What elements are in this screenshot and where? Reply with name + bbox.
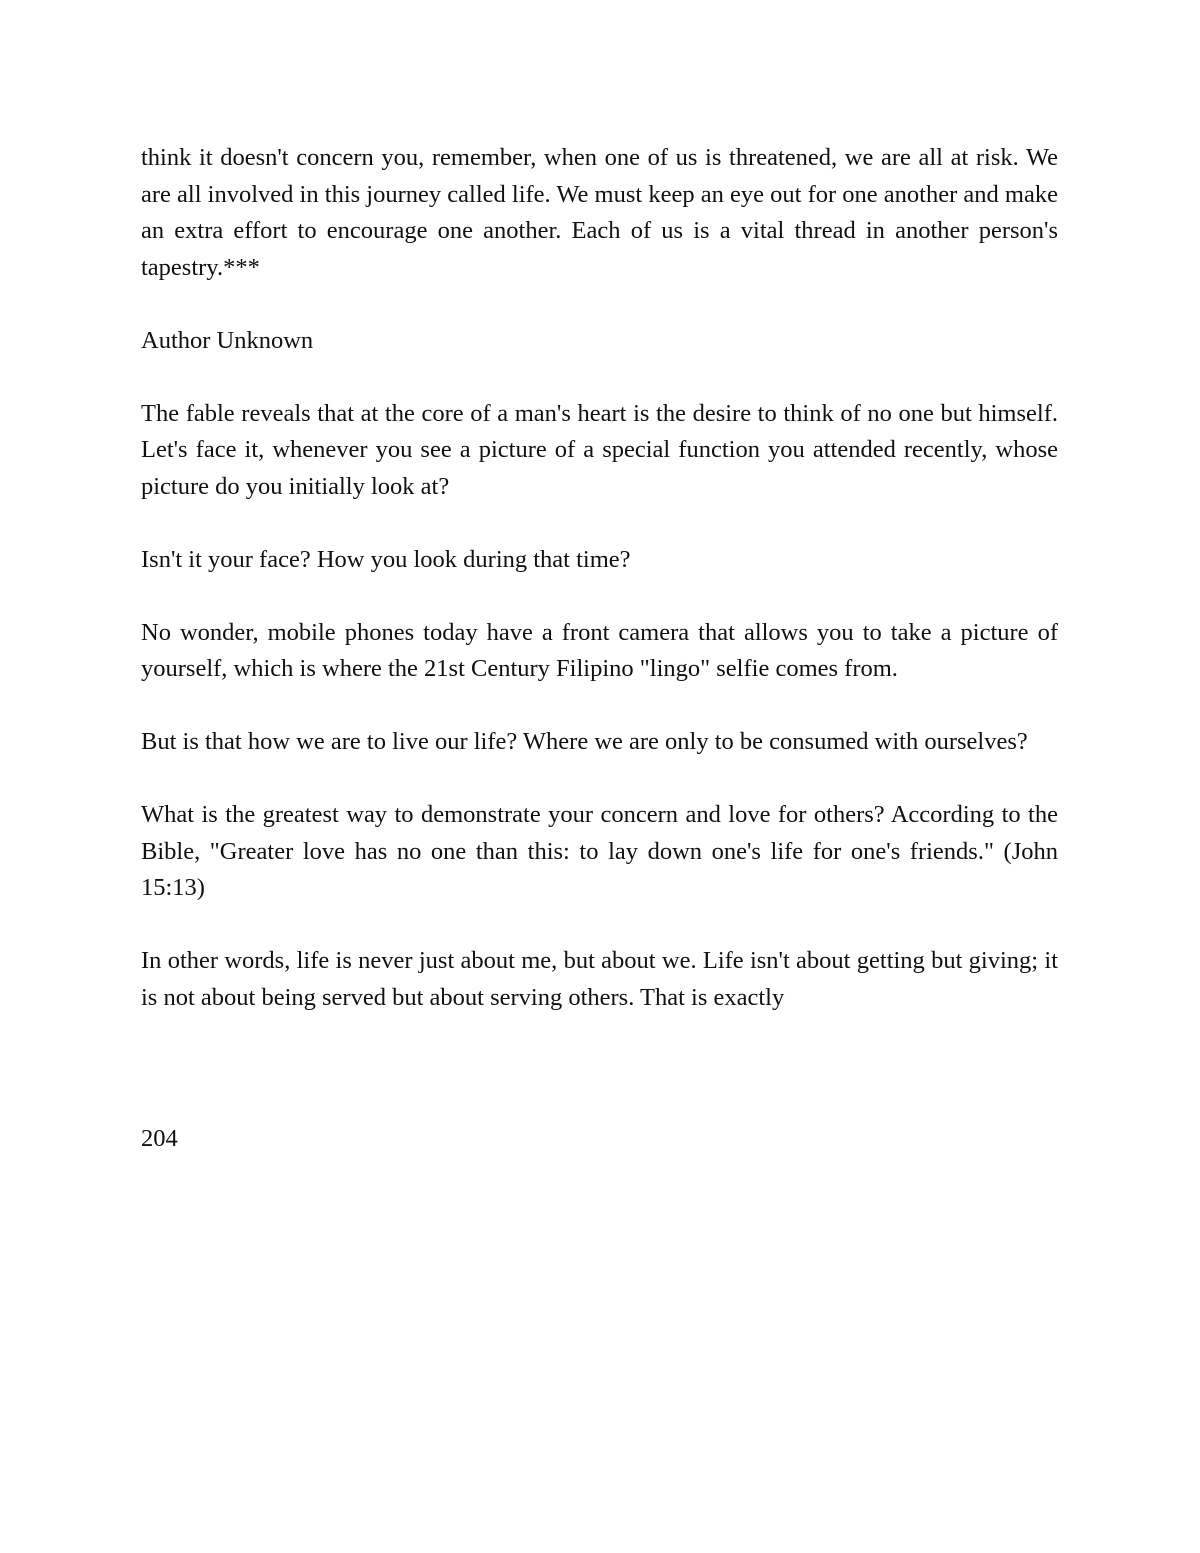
page-number: 204 xyxy=(141,1125,178,1152)
author-attribution: Author Unknown xyxy=(141,326,314,354)
paragraph-about-we: In other words, life is never just about me, but about we. Life isn't about getting but giving; it is not about being served but about serving others. That is exactly xyxy=(141,947,1058,1011)
paragraph-greater-love: What is the greatest way to demonstrate your concern and love for others? According to the Bible, "Greater love has no one than this: to lay down one's life for one's friends." (John 15:13) xyxy=(141,801,1058,901)
page-body xyxy=(141,140,1058,1053)
paragraph-fable: The fable reveals that at the core of a man's heart is the desire to think of no one but himself. Let's face it, whenever you see a picture of a special function you attended recently, whose picture do you initially look at? xyxy=(141,399,1058,500)
paragraph-consumed: But is that how we are to live our life? Where we are only to be consumed with ourselves? xyxy=(141,728,1028,755)
paragraph-selfie: No wonder, mobile phones today have a front camera that allows you to take a picture of yourself, which is where the 21st Century Filipino "lingo" selfie comes from. xyxy=(141,618,1058,682)
paragraph-your-face: Isn't it your face? How you look during that time? xyxy=(141,545,631,573)
paragraph-tapestry: think it doesn't concern you, remember, when one of us is threatened, we are all at risk. We are all involved in this journey called life. We must keep an eye out for one another and make an extra effort to encourage one another. Each of us is a vital thread in another person's tapestry.*** xyxy=(141,144,1058,281)
